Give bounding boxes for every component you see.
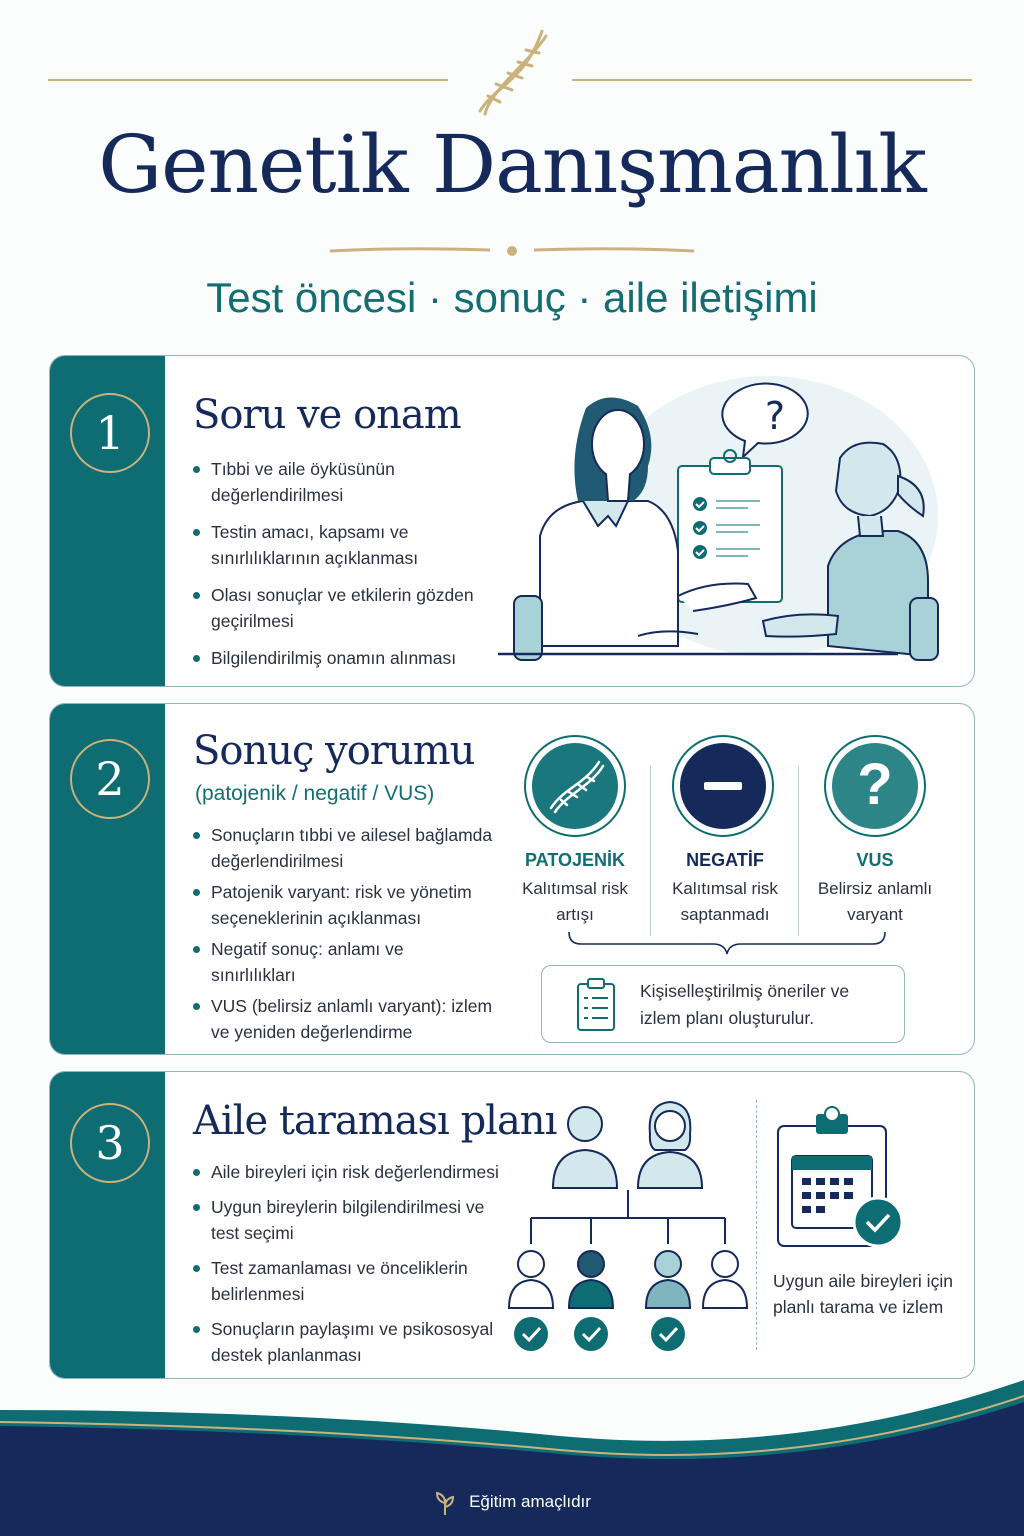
step-number-badge: 3 (70, 1103, 150, 1183)
step-number-badge: 2 (70, 739, 150, 819)
list-item: Aile bireyleri için risk değerlendirmesi (193, 1159, 513, 1185)
list-item: Test zamanlaması ve önceliklerin belirlenmesi (193, 1255, 513, 1307)
section-subtitle: (patojenik / negatif / VUS) (195, 782, 435, 805)
calendar-check-icon (774, 1104, 914, 1254)
minus-icon (671, 734, 781, 844)
section-title: Soru ve onam (193, 392, 461, 438)
separator (756, 1100, 757, 1350)
list-item: Bilgilendirilmiş onamın alınması (193, 645, 493, 671)
person-icon (703, 1251, 747, 1308)
check-icon (651, 1317, 685, 1351)
list-item: Sonuçların tıbbi ve ailesel bağlamda değerlendirilmesi (193, 822, 493, 874)
result-desc-negative: Kalıtımsal risk saptanmadı (672, 879, 778, 924)
dna-icon (523, 734, 633, 844)
result-desc-pathogenic: Kalıtımsal risk artışı (522, 879, 628, 924)
result-label-pathogenic: PATOJENİK (524, 850, 626, 870)
title-divider (330, 244, 694, 258)
calendar-text: Uygun aile bireyleri için planlı tarama ve izlem (773, 1271, 953, 1317)
section-title: Sonuç yorumu (193, 728, 475, 774)
plan-box (541, 965, 905, 1043)
person-icon (569, 1251, 613, 1308)
list-item: Patojenik varyant: risk ve yönetim seçeneklerinin açıklanması (193, 879, 493, 931)
result-desc-vus: Belirsiz anlamlı varyant (817, 879, 933, 924)
person-icon (638, 1102, 702, 1188)
header-rule-right (572, 79, 972, 81)
question-icon: ? (823, 734, 927, 838)
list-item: Uygun bireylerin bilgilendirilmesi ve test seçimi (193, 1194, 513, 1246)
separator (798, 766, 799, 936)
footer-text: Eğitim amaçlıdır (469, 1492, 591, 1511)
result-label-negative: NEGATİF (686, 850, 764, 870)
question-icon: ? (764, 394, 786, 438)
list-item: Olası sonuçlar ve etkilerin gözden geçirilmesi (193, 582, 493, 634)
person-icon (553, 1107, 617, 1188)
clipboard-icon (576, 976, 616, 1032)
section-card-2 (49, 703, 975, 1055)
plan-text: Kişiselleştirilmiş öneriler ve izlem planı oluşturulur. (640, 981, 850, 1028)
list-item: Negatif sonuç: anlamı ve sınırlılıkları (193, 936, 493, 988)
person-icon (646, 1251, 690, 1308)
separator (650, 766, 651, 936)
section-card-1 (49, 355, 975, 687)
bullet-list (193, 822, 493, 1045)
page-subtitle: Test öncesi · sonuç · aile iletişimi (206, 274, 818, 321)
section-card-3 (49, 1071, 975, 1379)
step-number-badge: 1 (70, 393, 150, 473)
person-icon (509, 1251, 553, 1308)
list-item: Sonuçların paylaşımı ve psikososyal destek planlanması (193, 1316, 513, 1368)
section-title: Aile taraması planı (193, 1098, 557, 1144)
bullet-list (193, 1159, 513, 1368)
check-icon (514, 1317, 548, 1351)
page-title: Genetik Danışmanlık (98, 118, 926, 211)
list-item: Testin amacı, kapsamı ve sınırlılıklarının açıklanması (193, 519, 493, 571)
group-brace (565, 930, 890, 958)
result-label-vus: VUS (856, 850, 894, 870)
list-item: VUS (belirsiz anlamlı varyant): izlem ve yeniden değerlendirme (193, 993, 493, 1045)
list-item: Tıbbi ve aile öyküsünün değerlendirilmesi (193, 456, 493, 508)
family-tree-diagram (505, 1094, 750, 1362)
consultation-illustration (498, 366, 948, 676)
footer-wave (0, 1380, 1024, 1536)
check-icon (574, 1317, 608, 1351)
dna-icon (470, 26, 554, 116)
bullet-list (193, 456, 493, 671)
header-rule-left (48, 79, 448, 81)
